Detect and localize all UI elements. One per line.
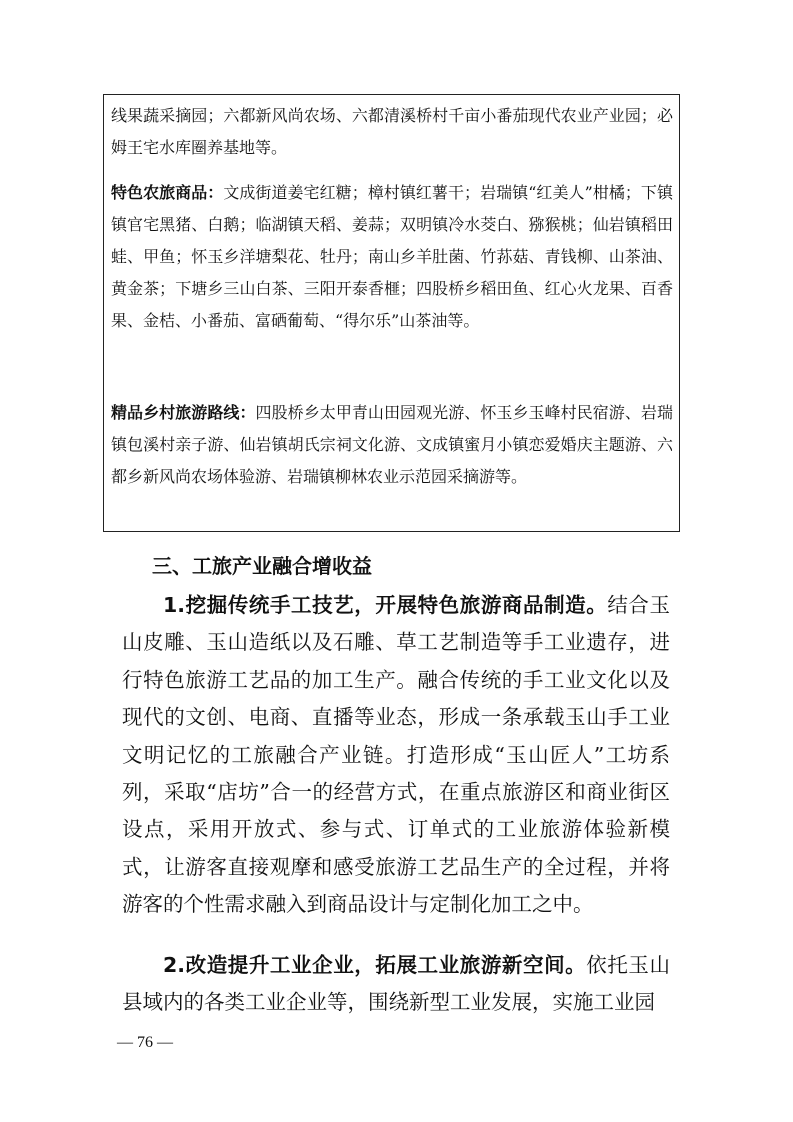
specialty-products-text: 文成街道姜宅红糖；樟村镇红薯干；岩瑞镇“红美人”柑橘；下镇镇官宅黑猪、白鹅；临湖镇天稻、姜蒜；双明镇冷水茭白、猕猴桃；仙岩镇稻田蛙、甲鱼；怀玉乡洋塘梨花、牡丹；南山乡羊肚菌、竹荪菇、青钱柳、山茶油、黄金茶；下塘乡三山白茶、三阳开泰香榧；四股桥乡稻田鱼、红心火龙果、百香果、金桔、小番茄、富硒葡萄、“得尔乐”山茶油等。 — [111, 183, 673, 330]
specialty-products-label: 特色农旅商品： — [111, 183, 224, 202]
box-paragraph-specialty-products — [111, 177, 673, 337]
section-paragraph-1-text: 结合玉山皮雕、玉山造纸以及石雕、草工艺制造等手工业遗存，进行特色旅游工艺品的加工生产。融合传统的手工业文化以及现代的文创、电商、直播等业态，形成一条承载玉山手工业文明记忆的工旅融合产业链。打造形成“玉山匠人”工坊系列，采取“店坊”合一的经营方式，在重点旅游区和商业街区设点，采用开放式、参与式、订单式的工业旅游体验新模式，让游客直接观摩和感受旅游工艺品生产的全过程，并将游客的个性需求融入到商品设计与定制化加工之中。 — [122, 593, 670, 917]
tour-routes-label: 精品乡村旅游路线： — [111, 403, 256, 422]
section-paragraph-1-lead: 1.挖掘传统手工技艺，开展特色旅游商品制造。 — [163, 593, 608, 617]
box-paragraph-orchards-text: 线果蔬采摘园；六都新风尚农场、六都清溪桥村千亩小番茄现代农业产业园；必姆王宅水库圈养基地等。 — [111, 106, 673, 157]
box-paragraph-tour-routes — [111, 397, 673, 493]
box-paragraph-orchards — [111, 100, 673, 164]
section-paragraph-2 — [122, 947, 670, 1022]
section-heading: 三、工旅产业融合增收益 — [152, 554, 372, 578]
section-paragraph-2-lead: 2.改造提升工业企业，拓展工业旅游新空间。 — [163, 953, 587, 977]
section-paragraph-1 — [122, 587, 670, 924]
page-number: — 76 — — [117, 1034, 173, 1051]
section-paragraph-2-text: 依托玉山县域内的各类工业企业等，围绕新型工业发展，实施工业园 — [122, 953, 671, 1015]
tour-routes-text: 四股桥乡太甲青山田园观光游、怀玉乡玉峰村民宿游、岩瑞镇包溪村亲子游、仙岩镇胡氏宗祠文化游、文成镇蜜月小镇恋爱婚庆主题游、六都乡新风尚农场体验游、岩瑞镇柳林农业示范园采摘游等。 — [111, 403, 673, 486]
